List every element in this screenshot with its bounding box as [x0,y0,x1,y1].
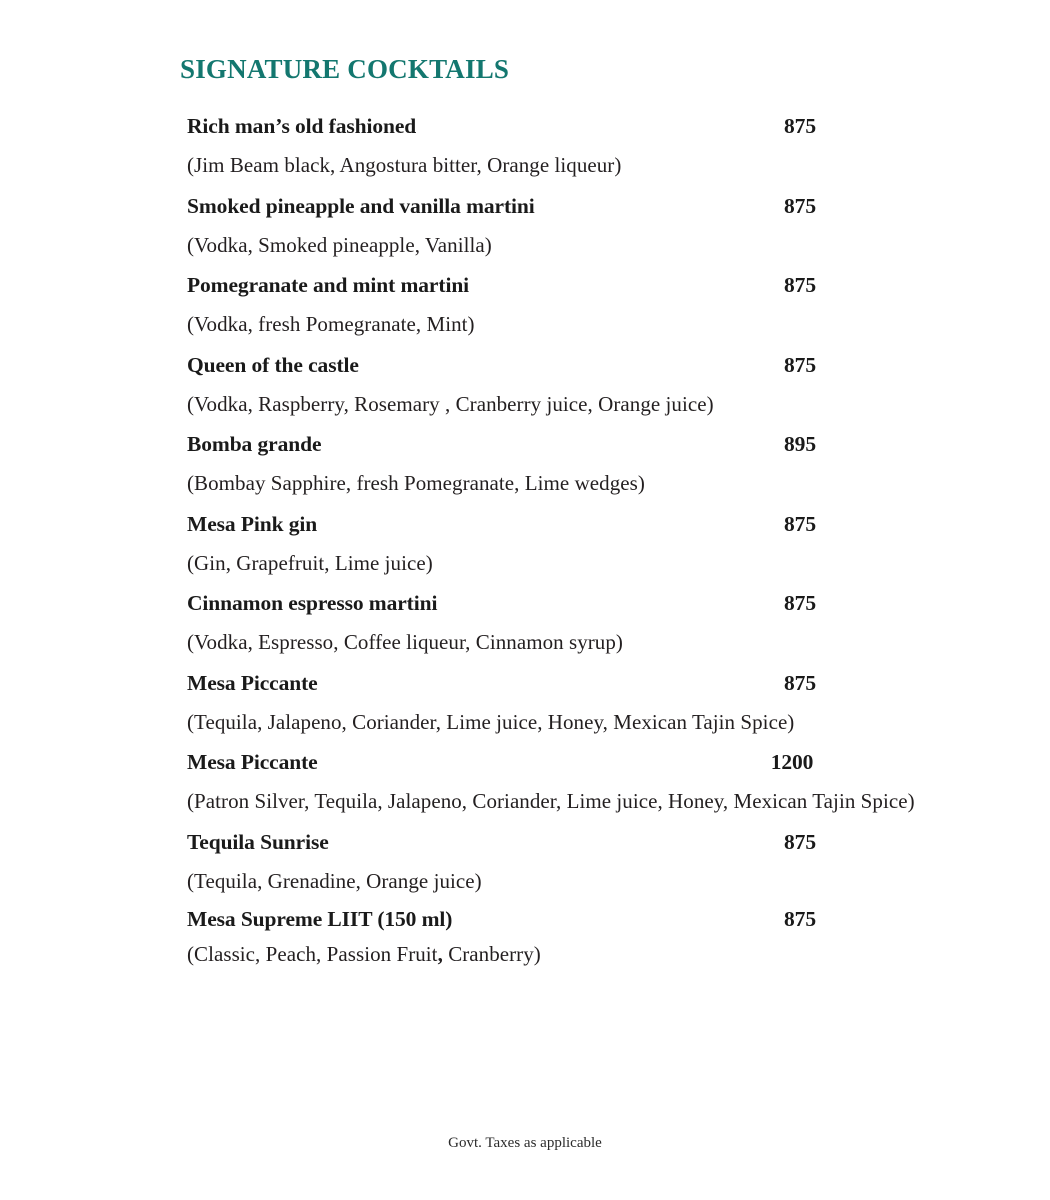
menu-item-description: (Tequila, Jalapeno, Coriander, Lime juice, Honey, Mexican Tajin Spice) [187,709,795,734]
tax-disclaimer: Govt. Taxes as applicable [448,1135,602,1151]
menu-item [187,265,1017,345]
menu-item-list [187,106,1017,971]
menu-item [187,583,1017,663]
menu-item-price: 875 [784,511,816,536]
menu-item-header [187,106,1017,146]
menu-item-header [187,504,1017,544]
menu-item-header [187,663,1017,703]
menu-item [187,504,1017,584]
menu-item-description: (Vodka, Smoked pineapple, Vanilla) [187,232,492,257]
menu-item-header [187,345,1017,385]
menu-item-name: Mesa Piccante [187,750,318,774]
menu-item-description: (Vodka, fresh Pomegranate, Mint) [187,312,475,336]
menu-item-description: (Gin, Grapefruit, Lime juice) [187,550,433,575]
menu-item-description: (Vodka, Raspberry, Rosemary , Cranberry juice, Orange juice) [187,391,714,416]
menu-item-name: Rich man’s old fashioned [187,114,417,138]
menu-item-header [187,742,1017,782]
menu-item-price: 875 [784,114,816,138]
menu-item [187,663,1017,743]
description-text-after: Cranberry) [442,942,541,966]
menu-item-description: (Bombay Sapphire, fresh Pomegranate, Lime wedges) [187,471,645,495]
menu-item-name: Tequila Sunrise [187,829,329,854]
menu-item-name: Bomba grande [187,432,322,456]
menu-item [187,742,1017,822]
menu-item-price: 875 [784,352,816,377]
menu-item-name: Mesa Pink gin [187,511,318,536]
menu-item [187,901,1017,971]
menu-item-price: 875 [784,591,816,615]
menu-item-header [187,583,1017,623]
menu-item-description: (Jim Beam black, Angostura bitter, Orange liqueur) [187,153,622,177]
menu-item-name: Mesa Piccante [187,670,318,695]
menu-item [187,345,1017,425]
menu-item-price: 895 [784,432,816,456]
menu-item-description [187,937,1005,971]
page-title: SIGNATURE COCKTAILS [180,54,510,84]
menu-item-description: (Tequila, Grenadine, Orange juice) [187,868,482,893]
menu-item [187,822,1017,902]
menu-item-description: (Patron Silver, Tequila, Jalapeno, Coriander, Lime juice, Honey, Mexican Tajin Spice) [187,789,915,813]
menu-item [187,424,1017,504]
description-text-before: (Classic, Peach, Passion Fruit [187,942,438,966]
menu-item-description: (Vodka, Espresso, Coffee liqueur, Cinnamon syrup) [187,630,623,654]
menu-item [187,106,1017,186]
menu-item-price: 875 [784,907,816,931]
menu-item-name: Pomegranate and mint martini [187,273,470,297]
menu-item-price: 875 [784,829,816,854]
description-bold-comma: , [437,942,443,966]
menu-item-price: 875 [784,273,816,297]
menu-item-name: Mesa Supreme LIIT (150 ml) [187,907,453,931]
menu-item-name: Smoked pineapple and vanilla martini [187,193,535,218]
menu-item-name: Cinnamon espresso martini [187,591,438,615]
menu-item-price: 875 [784,670,816,695]
menu-item [187,186,1017,266]
menu-item-price: 1200 [770,750,814,774]
menu-item-name: Queen of the castle [187,352,359,377]
menu-item-header [187,265,1017,305]
menu-item-price: 875 [784,193,816,218]
menu-item-header [187,901,1017,937]
menu-item-header [187,186,1017,226]
menu-item-header [187,424,1017,464]
menu-item-header [187,822,1017,862]
